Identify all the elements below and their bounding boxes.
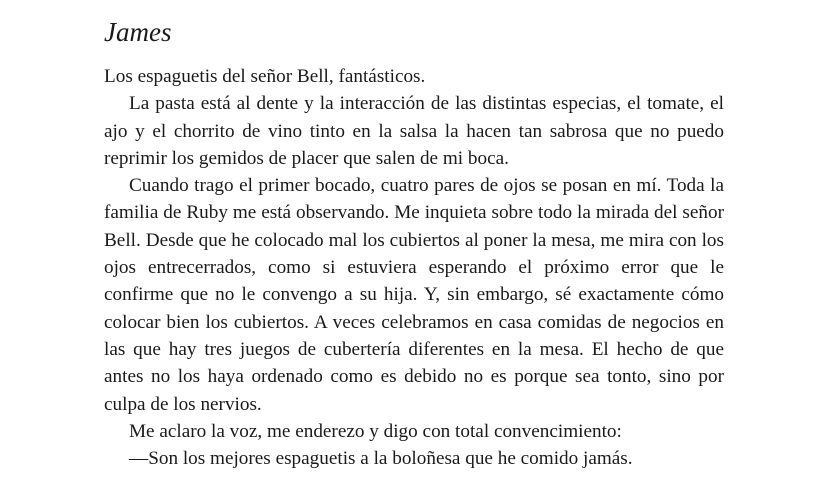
chapter-title: James (104, 17, 172, 47)
paragraph-2: La pasta está al dente y la interacción de las distintas especias, el tomate, el ajo y el chorrito de vino tinto en la salsa la hacen tan sabrosa que no puedo reprimir los gemidos de placer que salen de mi boca. (104, 93, 724, 169)
paragraph-1: Los espaguetis del señor Bell, fantásticos. (104, 66, 426, 87)
text-body (104, 63, 724, 472)
paragraph-5: —Son los mejores espaguetis a la boloñesa que he comido jamás. (129, 448, 633, 470)
paragraph-4: Me aclaro la voz, me enderezo y digo con total convencimiento: (129, 420, 622, 442)
paragraph-3: Cuando trago el primer bocado, cuatro pares de ojos se posan en mí. Toda la familia de Ruby me está observando. Me inquieta sobre todo la mirada del señor Bell. Desde que he colocado mal los cubiertos al poner la mesa, me mira con los ojos entrecerrados, como si estuviera esperando el próximo error que le confirme que no le convengo a su hija. Y, sin embargo, sé exactamente cómo colocar bien los cubiertos. A veces celebramos en casa comidas de negocios en las que hay tres juegos de cubertería diferentes en la mesa. El hecho de que antes no los haya ordenado como es debido no es porque sea tonto, sino por culpa de los nervios. (104, 175, 724, 415)
